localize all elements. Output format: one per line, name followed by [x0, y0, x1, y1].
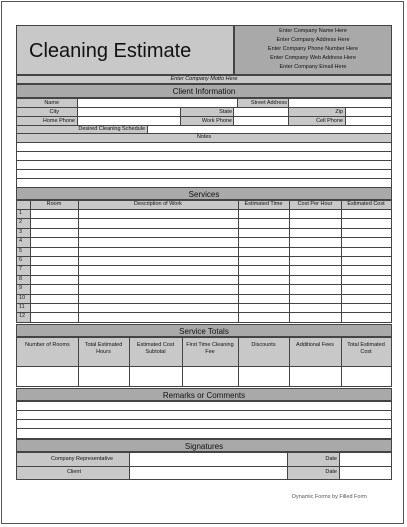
row-number: 9 — [19, 285, 23, 292]
row-number: 12 — [19, 313, 26, 320]
row-number: 6 — [19, 257, 23, 263]
rep-label: Company Representative — [50, 456, 113, 462]
remarks-section-header — [16, 388, 392, 401]
row-number: 10 — [19, 294, 26, 301]
col-est-cost: Estimated Cost — [347, 201, 385, 207]
totals-section-title: Service Totals — [179, 327, 229, 336]
row-number: 4 — [19, 238, 23, 245]
totals-col-header: First Time Cleaning Fee — [186, 342, 234, 355]
client-sig-label: Client — [66, 469, 81, 475]
remarks-area[interactable] — [16, 401, 392, 439]
row-number: 5 — [19, 247, 23, 254]
row-number: 3 — [19, 228, 23, 235]
city-label: City — [49, 109, 59, 115]
company-motto-bar — [16, 75, 392, 84]
estimate-form — [1, 1, 404, 524]
col-est-time: Estimated Time — [244, 201, 283, 207]
col-room: Room — [46, 201, 62, 207]
totals-col-header: Number of Rooms — [25, 342, 70, 348]
company-phone: Enter Company Phone Number Here — [267, 46, 359, 52]
zip-label: Zip — [335, 109, 343, 115]
signatures-section-title: Signatures — [184, 442, 224, 451]
company-motto: Enter Company Motto Here — [170, 76, 238, 82]
notes-label: Notes — [196, 134, 212, 140]
company-info-box — [234, 25, 392, 75]
row-number: 7 — [19, 266, 23, 273]
company-web: Enter Company Web Address Here — [270, 55, 356, 61]
services-table — [16, 200, 392, 323]
services-section-title: Services — [188, 190, 220, 199]
date1-label: Date — [325, 456, 337, 462]
company-name: Enter Company Name Here — [279, 28, 347, 34]
title-box — [16, 25, 234, 75]
signatures-section-header — [16, 439, 392, 452]
page-title: Cleaning Estimate — [29, 40, 192, 62]
totals-col-header: Estimated Cost Subtotal — [136, 342, 175, 355]
work-phone-label: Work Phone — [201, 118, 232, 124]
totals-section-header — [16, 324, 392, 337]
state-label: State — [219, 109, 232, 115]
totals-col-header: Total Estimated Hours — [84, 342, 123, 355]
date2-label: Date — [325, 469, 337, 475]
totals-col-header: Discounts — [251, 342, 276, 348]
footer-credit: Dynamic Forms by Filled Form — [292, 494, 367, 500]
totals-col-header: Additional Fees — [296, 342, 334, 348]
street-label: Street Address — [250, 100, 287, 106]
signatures-grid — [16, 452, 392, 480]
cell-phone-label: Cell Phone — [316, 118, 343, 124]
row-number: 1 — [19, 210, 23, 216]
row-number: 8 — [19, 275, 23, 282]
services-section-header — [16, 187, 392, 200]
totals-table — [16, 337, 392, 387]
company-address: Enter Company Address Here — [276, 37, 350, 43]
col-cost-per-hour: Cost Per Hour — [297, 201, 333, 207]
col-description: Description of Work — [134, 201, 182, 207]
client-grid — [16, 98, 392, 188]
client-section-title: Client Information — [172, 87, 236, 96]
schedule-label: Desired Cleaning Schedule — [78, 126, 145, 132]
client-section-header — [16, 84, 392, 98]
remarks-section-title: Remarks or Comments — [162, 391, 246, 400]
company-email: Enter Company Email Here — [279, 64, 347, 70]
row-number: 2 — [19, 219, 23, 226]
name-label: Name — [44, 100, 59, 106]
totals-col-header: Total Estimated Cost — [347, 342, 385, 355]
home-phone-label: Home Phone — [42, 118, 75, 124]
row-number: 11 — [19, 304, 25, 310]
